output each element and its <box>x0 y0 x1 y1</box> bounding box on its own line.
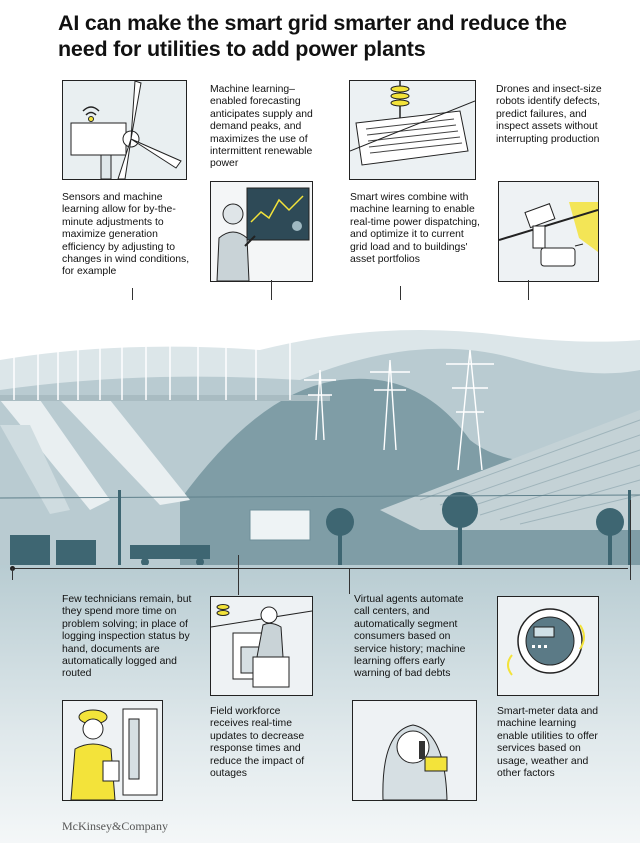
connector-line-field <box>238 555 239 595</box>
field-worker-illustration <box>211 597 312 695</box>
technician-illustration <box>63 701 162 800</box>
technicians-caption: Few technicians remain, but they spend more time on problem solving; in place of logging inspection status by hand, documents are automatically logged and routed <box>62 594 192 680</box>
ground-baseline <box>12 568 628 569</box>
customer-phone-illustration <box>353 701 476 800</box>
wind-turbine-sensor-thumbnail <box>62 80 187 180</box>
sensors-caption: Sensors and machine learning allow for by-the-minute adjustments to maximize generation efficiency by adjusting to changes in wind conditions, for example <box>62 192 190 278</box>
field-workforce-caption: Field workforce receives real-time updates to decrease response times and reduce the impact of outages <box>210 706 305 780</box>
page-title: AI can make the smart grid smarter and reduce the need for utilities to add power plants <box>58 11 567 61</box>
smart-wire-device-illustration <box>350 81 475 179</box>
smart-wires-caption: Smart wires combine with machine learning to enable real-time power dispatching, and optimize it to current grid load and to buildings' asset portfolios <box>350 192 480 266</box>
field-workforce-thumbnail <box>210 596 313 696</box>
technician-thumbnail <box>62 700 163 801</box>
connector-line-technicians <box>12 568 13 580</box>
connector-line-virtual-agents <box>349 568 350 594</box>
smart-meter-caption: Smart-meter data and machine learning enable utilities to offer services based on usage, weather and other factors <box>497 706 599 780</box>
drones-caption: Drones and insect-size robots identify defects, predict failures, and inspect assets without interrupting production <box>496 84 602 145</box>
wind-turbine-illustration <box>63 81 186 179</box>
virtual-agents-thumbnail <box>352 700 477 801</box>
inspection-robot-illustration <box>499 182 598 281</box>
forecast-screen-illustration <box>211 182 312 281</box>
smart-wires-thumbnail <box>349 80 476 180</box>
forecasting-thumbnail <box>210 181 313 282</box>
mckinsey-logo: McKinsey&Company <box>62 819 168 833</box>
smart-meter-thumbnail <box>497 596 599 696</box>
forecasting-caption: Machine learning–enabled forecasting anticipates supply and demand peaks, and maximizes the use of intermittent renewable power <box>210 84 313 170</box>
connector-line-smart-meter <box>630 500 631 580</box>
grid-landscape-illustration <box>0 300 640 600</box>
smart-meter-illustration <box>498 597 598 695</box>
virtual-agents-caption: Virtual agents automate call centers, and automatically segment consumers based on service history; machine learning offers early warning of bad debts <box>354 594 466 680</box>
drones-thumbnail <box>498 181 599 282</box>
